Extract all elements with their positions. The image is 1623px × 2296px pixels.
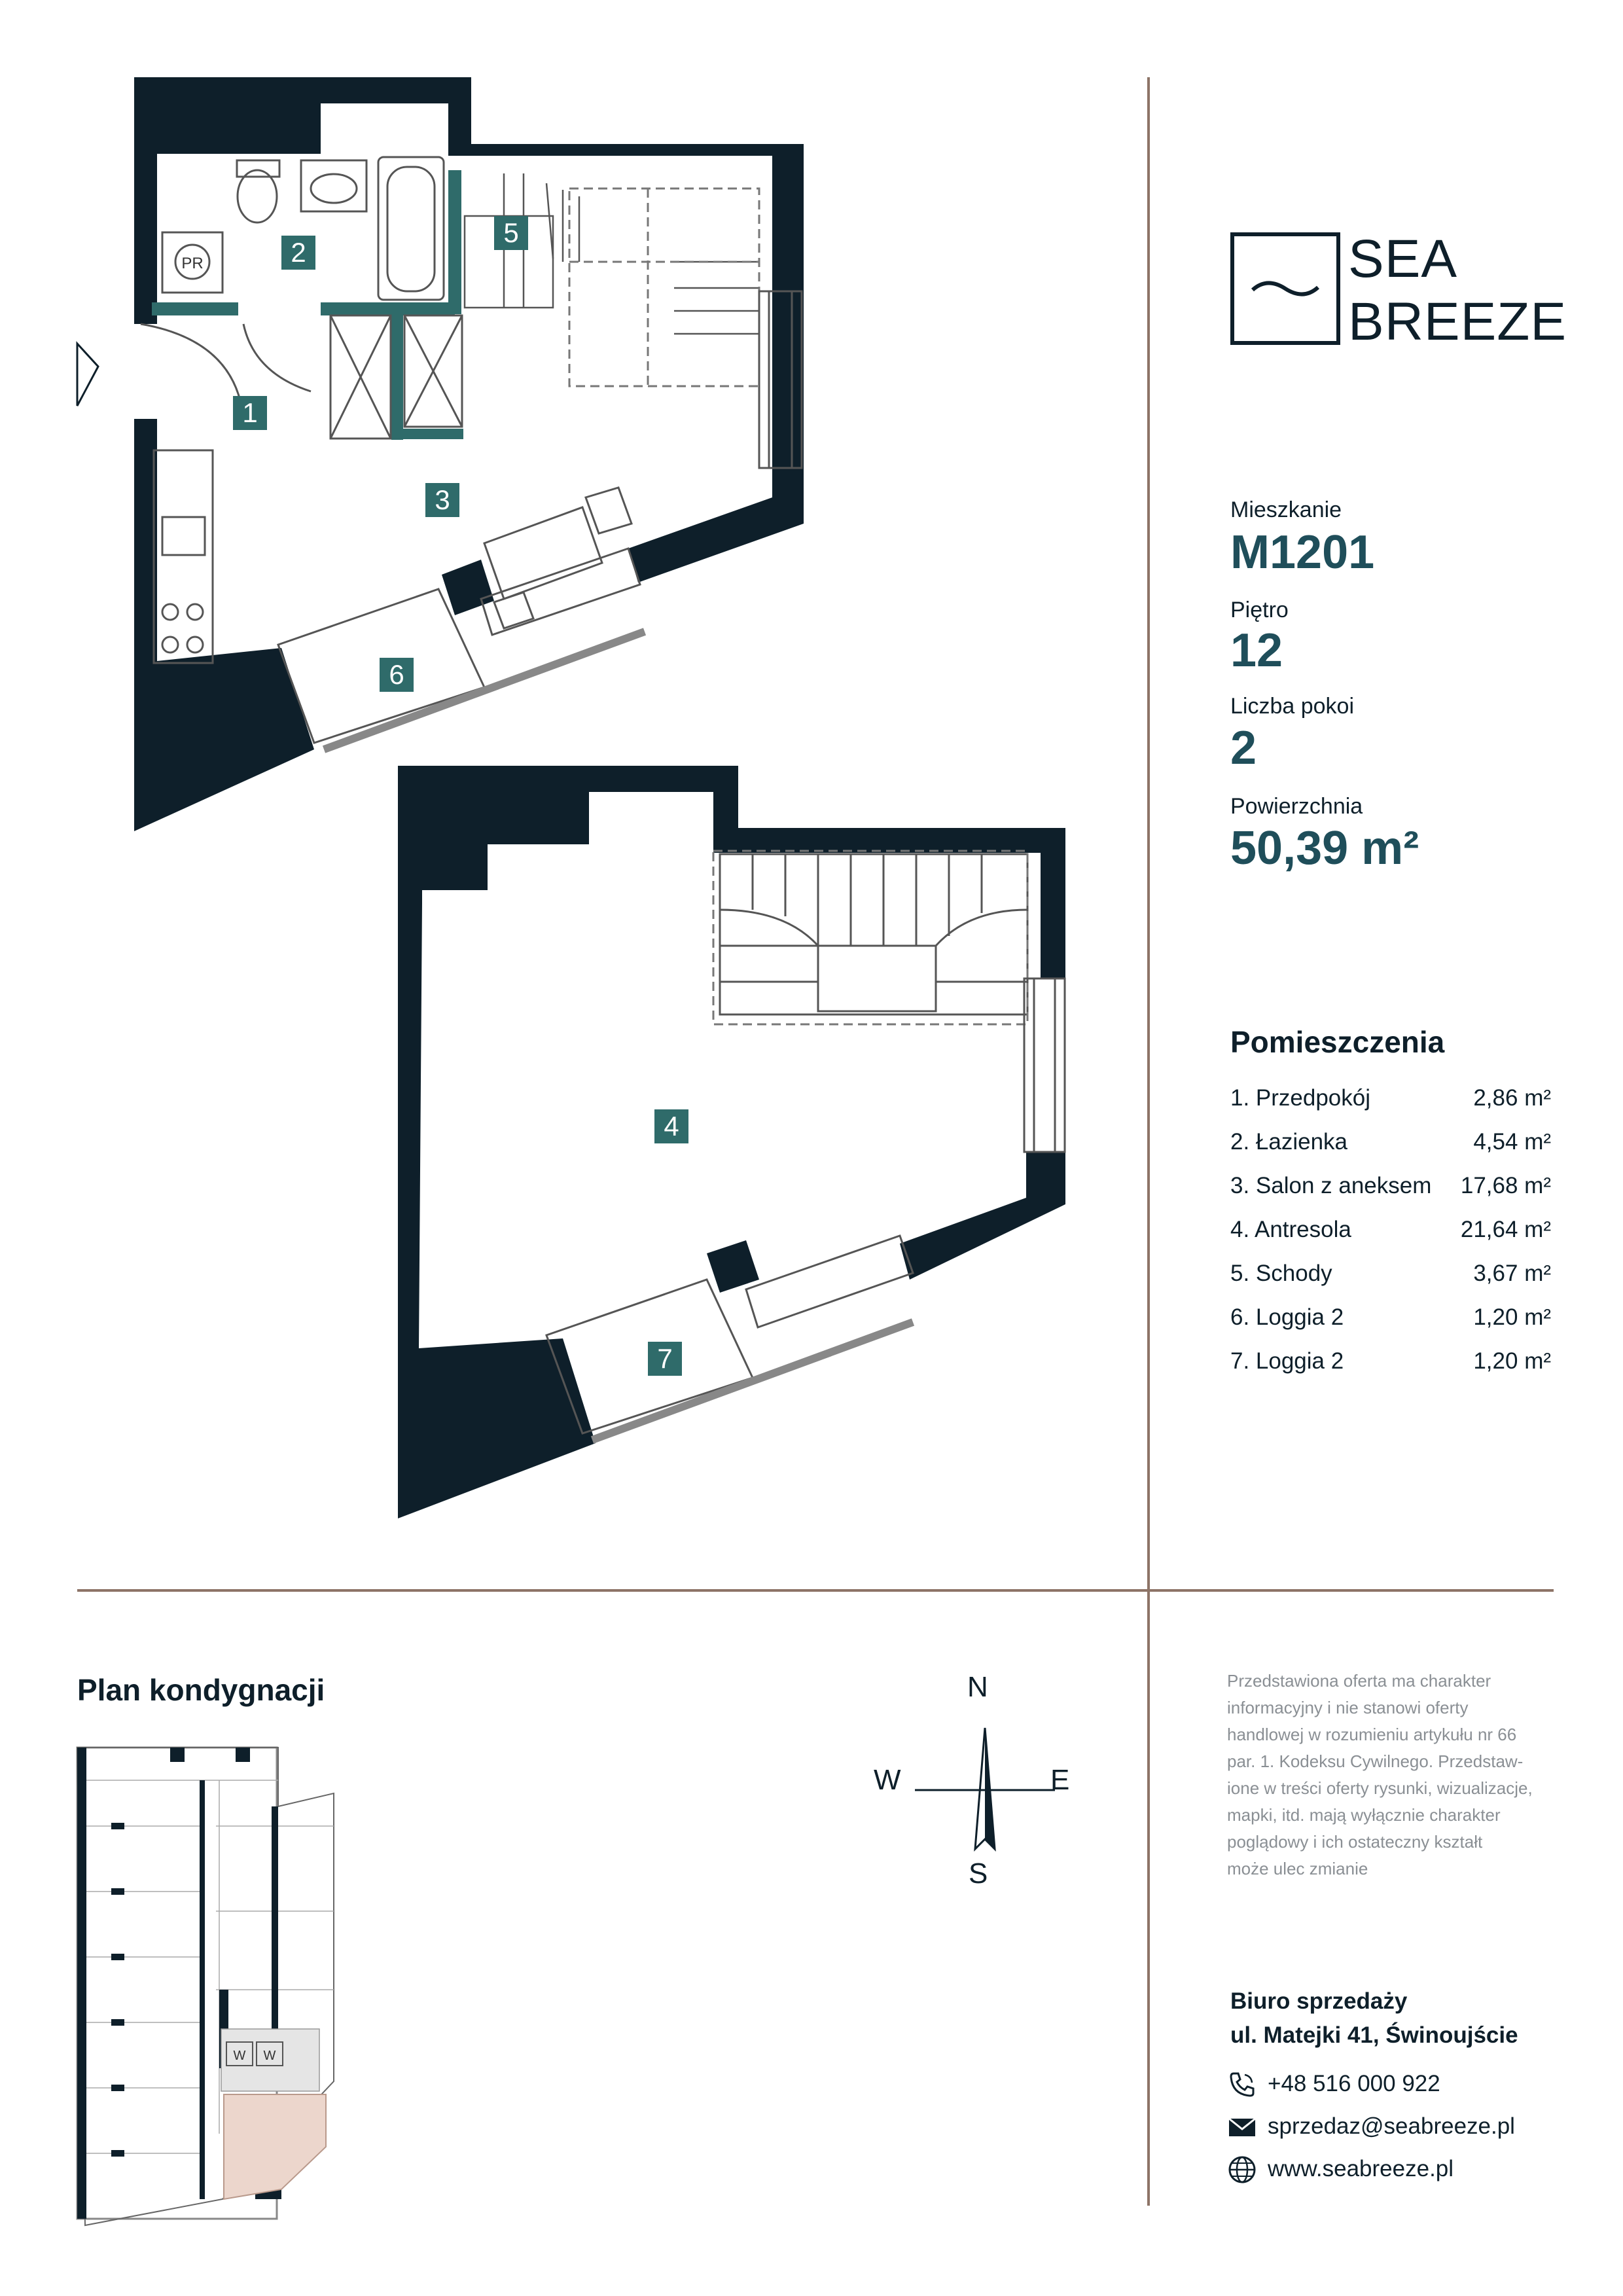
room-tag-4: 4 bbox=[664, 1111, 679, 1141]
partition bbox=[152, 302, 238, 315]
sales-office-title: Biuro sprzedaży bbox=[1230, 1988, 1408, 2014]
plan-level-1 bbox=[77, 77, 804, 831]
area-value: 50,39 m² bbox=[1230, 822, 1419, 874]
room-name: 1. Przedpokój bbox=[1230, 1085, 1371, 1111]
room-name: 6. Loggia 2 bbox=[1230, 1304, 1344, 1330]
compass-north: N bbox=[967, 1671, 988, 1703]
stairs bbox=[465, 173, 759, 334]
room-tag-3: 3 bbox=[435, 484, 450, 515]
rooms-section-title: Pomieszczenia bbox=[1230, 1025, 1445, 1059]
room-name: 2. Łazienka bbox=[1230, 1129, 1348, 1155]
disclaimer-line: handlowej w rozumieniu artykułu nr 66 bbox=[1227, 1725, 1517, 1744]
wave-icon bbox=[1234, 236, 1336, 341]
apartment-floor-plans bbox=[0, 0, 1139, 1584]
wall bbox=[900, 1152, 1065, 1280]
website-url: www.seabreeze.pl bbox=[1268, 2156, 1454, 2181]
disclaimer-line: ione w treści oferty rysunki, wizualizacje, bbox=[1227, 1778, 1533, 1798]
rooms-count-value: 2 bbox=[1230, 722, 1257, 774]
loggia-railing bbox=[324, 632, 645, 749]
room-name: 7. Loggia 2 bbox=[1230, 1348, 1344, 1374]
room-tag-2: 2 bbox=[291, 237, 306, 268]
building-floor-plan-minimap bbox=[72, 1741, 347, 2238]
room-tag-6: 6 bbox=[389, 659, 404, 690]
window bbox=[1024, 978, 1065, 1152]
compass-west: W bbox=[874, 1764, 901, 1796]
envelope-icon bbox=[1227, 2112, 1257, 2142]
wall bbox=[398, 766, 1065, 1518]
horizontal-divider bbox=[77, 1589, 1554, 1592]
partition bbox=[448, 170, 461, 314]
apartment-label: Mieszkanie bbox=[1230, 497, 1342, 522]
mezzanine-outline bbox=[713, 851, 1027, 1024]
room-tag-1: 1 bbox=[242, 397, 258, 428]
elevator-label: W bbox=[233, 2049, 246, 2063]
partition bbox=[391, 315, 403, 440]
compass-south: S bbox=[969, 1857, 988, 1890]
logo-text-line2: BREEZE bbox=[1348, 292, 1567, 351]
room-row bbox=[1230, 1085, 1551, 1118]
disclaimer-line: Przedstawiona oferta ma charakter bbox=[1227, 1671, 1491, 1691]
compass-east: E bbox=[1050, 1764, 1070, 1796]
area-label: Powierzchnia bbox=[1230, 794, 1363, 819]
wall bbox=[134, 419, 314, 831]
disclaimer-line: par. 1. Kodeksu Cywilnego. Przedstaw- bbox=[1227, 1751, 1524, 1771]
room-area: 17,68 m² bbox=[1460, 1173, 1551, 1198]
floor-plan-title: Plan kondygnacji bbox=[77, 1673, 325, 1707]
selected-apartment-highlight bbox=[224, 2094, 326, 2199]
vertical-divider bbox=[1147, 77, 1150, 2206]
disclaimer-line: może ulec zmianie bbox=[1227, 1859, 1368, 1878]
stairs bbox=[720, 854, 1027, 1014]
wall bbox=[707, 1240, 759, 1293]
room-area: 1,20 m² bbox=[1473, 1348, 1551, 1374]
elevator-label: W bbox=[263, 2049, 276, 2063]
floor-label: Piętro bbox=[1230, 598, 1289, 622]
apartment-number: M1201 bbox=[1230, 526, 1375, 579]
disclaimer-line: poglądowy i ich ostateczny kształt bbox=[1227, 1832, 1483, 1852]
door-swing bbox=[141, 324, 243, 419]
room-area: 21,64 m² bbox=[1460, 1217, 1551, 1242]
plan-level-2 bbox=[398, 766, 1065, 1518]
partition bbox=[391, 429, 463, 439]
phone-icon bbox=[1227, 2070, 1257, 2100]
sea-breeze-logo bbox=[1230, 229, 1567, 351]
disclaimer-line: informacyjny i nie stanowi oferty bbox=[1227, 1698, 1469, 1717]
logo-mark bbox=[1230, 232, 1340, 345]
room-tag-5: 5 bbox=[503, 217, 519, 248]
room-row bbox=[1230, 1261, 1551, 1293]
kitchen-counter bbox=[154, 450, 213, 663]
wall bbox=[442, 560, 494, 615]
room-row bbox=[1230, 1173, 1551, 1206]
phone-number: +48 516 000 922 bbox=[1268, 2071, 1440, 2096]
washing-machine-label: PR bbox=[181, 255, 204, 272]
entrance-door bbox=[77, 344, 98, 406]
room-name: 5. Schody bbox=[1230, 1261, 1332, 1286]
room-area: 4,54 m² bbox=[1473, 1129, 1551, 1155]
wall bbox=[134, 77, 804, 583]
dining-table bbox=[484, 488, 632, 628]
room-area: 2,86 m² bbox=[1473, 1085, 1551, 1111]
room-row bbox=[1230, 1129, 1551, 1162]
loggia-railing bbox=[592, 1322, 913, 1440]
email-address: sprzedaz@seabreeze.pl bbox=[1268, 2113, 1515, 2139]
legal-disclaimer bbox=[1227, 1668, 1567, 1882]
globe-icon bbox=[1227, 2155, 1257, 2185]
room-name: 3. Salon z aneksem bbox=[1230, 1173, 1432, 1198]
room-area: 3,67 m² bbox=[1473, 1261, 1551, 1286]
room-row bbox=[1230, 1217, 1551, 1249]
logo-text-line1: SEA bbox=[1348, 229, 1458, 289]
rooms-count-label: Liczba pokoi bbox=[1230, 694, 1355, 719]
room-tag-7: 7 bbox=[657, 1343, 673, 1374]
room-area: 1,20 m² bbox=[1473, 1304, 1551, 1330]
sales-office-address: ul. Matejki 41, Świnoujście bbox=[1230, 2022, 1518, 2048]
compass-icon bbox=[910, 1715, 1060, 1872]
room-name: 4. Antresola bbox=[1230, 1217, 1351, 1242]
disclaimer-line: mapki, itd. mają wyłącznie charakter bbox=[1227, 1805, 1501, 1825]
door-swing bbox=[243, 324, 311, 391]
partition bbox=[321, 302, 455, 315]
bathroom-fixtures bbox=[162, 157, 444, 300]
room-row bbox=[1230, 1348, 1551, 1381]
room-row bbox=[1230, 1304, 1551, 1337]
floor-value: 12 bbox=[1230, 624, 1283, 677]
